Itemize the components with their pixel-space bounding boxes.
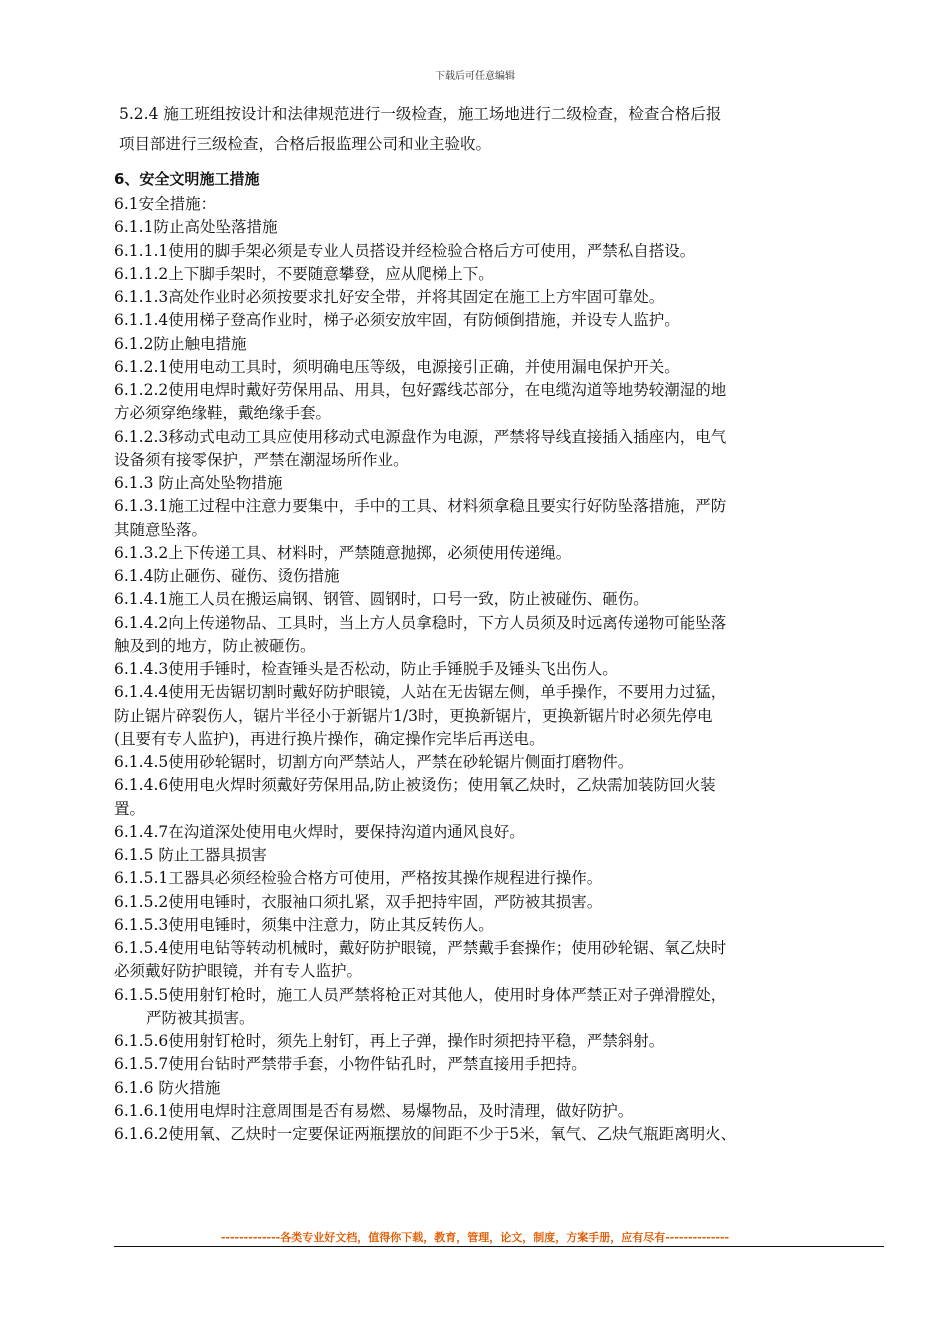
text-line: 6.1.4防止砸伤、碰伤、烫伤措施 <box>114 567 340 585</box>
text-line: (且要有专人监护)，再进行换片操作，确定操作完毕后再送电。 <box>114 729 545 748</box>
text-line: 6.1.2.2使用电焊时戴好劳保用品、用具，包好露线芯部分，在电缆沟道等地势较潮湿的地 <box>114 381 727 399</box>
text-line: 6.1.6.2使用氧、乙炔时一定要保证两瓶摆放的间距不少于5米，氧气、乙炔气瓶距离明火、 <box>114 1125 737 1143</box>
text-line: 6.1.5 防止工器具损害 <box>114 846 267 864</box>
text-line: 6.1.4.4使用无齿锯切割时戴好防护眼镜，人站在无齿锯左侧，单手操作，不要用力过猛， <box>114 683 727 702</box>
section-title: 6、安全文明施工措施 <box>114 170 260 188</box>
text-line: 6.1.4.1施工人员在搬运扁钢、钢管、圆钢时，口号一致，防止被碰伤、砸伤。 <box>114 590 649 609</box>
text-line: 6.1安全措施： <box>114 195 217 213</box>
text-line: 6.1.1.1使用的脚手架必须是专业人员搭设并经检验合格后方可使用，严禁私自搭设。 <box>114 241 696 260</box>
text-line: 6.1.5.3使用电锤时，须集中注意力，防止其反转伤人。 <box>114 915 494 934</box>
text-line: 6.1.3 防止高处坠物措施 <box>114 474 283 492</box>
text-line: 6.1.2.3移动式电动工具应使用移动式电源盘作为电源，严禁将导线直接插入插座内，电气 <box>114 427 727 446</box>
text-line: 6.1.3.2上下传递工具、材料时，严禁随意抛掷，必须使用传递绳。 <box>114 543 572 562</box>
text-line: 设备须有接零保护，严禁在潮湿场所作业。 <box>114 450 409 469</box>
footer-promo-text: -------------各类专业好文档，值得你下载，教育，管理，论文，制度，方案手册，应有尽有-------------- <box>220 1231 730 1244</box>
text-line: 6.1.2.1使用电动工具时，须明确电压等级，电源接引正确，并使用漏电保护开关。 <box>114 357 680 376</box>
text-line: 6.1.2防止触电措施 <box>114 334 247 353</box>
text-line: 6.1.6 防火措施 <box>114 1078 221 1097</box>
intro-line-1: 5.2.4 施工班组按设计和法律规范进行一级检查，施工场地进行二级检查，检查合格后报 <box>119 105 722 123</box>
text-line: 6.1.3.1施工过程中注意力要集中，手中的工具、材料须拿稳且要实行好防坠落措施，严防 <box>114 497 727 516</box>
text-line: 触及到的地方，防止被砸伤。 <box>114 636 316 655</box>
text-line: 6.1.4.3使用手锤时，检查锤头是否松动，防止手锤脱手及锤头飞出伤人。 <box>114 660 618 678</box>
text-line: 6.1.5.1工器具必须经检验合格方可使用，严格按其操作规程进行操作。 <box>114 869 603 888</box>
text-line: 6.1.4.2向上传递物品、工具时，当上方人员拿稳时，下方人员须及时远离传递物可能坠落 <box>114 613 727 632</box>
content-lines <box>114 193 894 1146</box>
text-line: 6.1.5.2使用电锤时，衣服袖口须扎紧，双手把持牢固，严防被其损害。 <box>114 892 603 911</box>
text-line: 严防被其损害。 <box>146 1008 255 1027</box>
text-line: 置。 <box>114 799 146 818</box>
text-line: 6.1.6.1使用电焊时注意周围是否有易燃、易爆物品，及时清理，做好防护。 <box>114 1101 634 1120</box>
page-header: 下载后可任意编辑 <box>435 71 515 82</box>
text-line: 6.1.1.3高处作业时必须按要求扎好安全带，并将其固定在施工上方牢固可靠处。 <box>114 288 665 306</box>
text-line: 6.1.5.5使用射钉枪时，施工人员严禁将枪正对其他人，使用时身体严禁正对子弹滑膛处， <box>114 985 727 1004</box>
text-line: 必须戴好防护眼镜，并有专人监护。 <box>114 962 363 981</box>
text-line: 6.1.5.7使用台钻时严禁带手套，小物件钻孔时，严禁直接用手把持。 <box>114 1055 587 1074</box>
text-line: 6.1.1.4使用梯子登高作业时，梯子必须安放牢固，有防倾倒措施，并设专人监护。 <box>114 311 680 330</box>
text-line: 6.1.5.6使用射钉枪时，须先上射钉，再上子弹，操作时须把持平稳，严禁斜射。 <box>114 1032 665 1050</box>
text-line: 其随意坠落。 <box>114 520 208 539</box>
intro-line-2: 项目部进行三级检查，合格后报监理公司和业主验收。 <box>119 135 492 153</box>
footer-divider <box>114 1246 884 1247</box>
text-line: 6.1.4.6使用电火焊时须戴好劳保用品,防止被烫伤；使用氧乙炔时，乙炔需加装防回火装 <box>114 776 716 795</box>
text-line: 6.1.1.2上下脚手架时，不要随意攀登，应从爬梯上下。 <box>114 264 494 283</box>
text-line: 6.1.1防止高处坠落措施 <box>114 218 278 237</box>
text-line: 方必须穿绝缘鞋，戴绝缘手套。 <box>114 404 332 423</box>
text-line: 6.1.4.5使用砂轮锯时，切割方向严禁站人，严禁在砂轮锯片侧面打磨物件。 <box>114 753 634 771</box>
text-line: 6.1.4.7在沟道深处使用电火焊时，要保持沟道内通风良好。 <box>114 822 525 841</box>
text-line: 6.1.5.4使用电钻等转动机械时，戴好防护眼镜，严禁戴手套操作；使用砂轮锯、氧乙炔时 <box>114 939 727 957</box>
document-body <box>114 99 894 1146</box>
text-line: 防止锯片碎裂伤人，锯片半径小于新锯片1/3时，更换新锯片，更换新锯片时必须先停电 <box>114 706 713 725</box>
